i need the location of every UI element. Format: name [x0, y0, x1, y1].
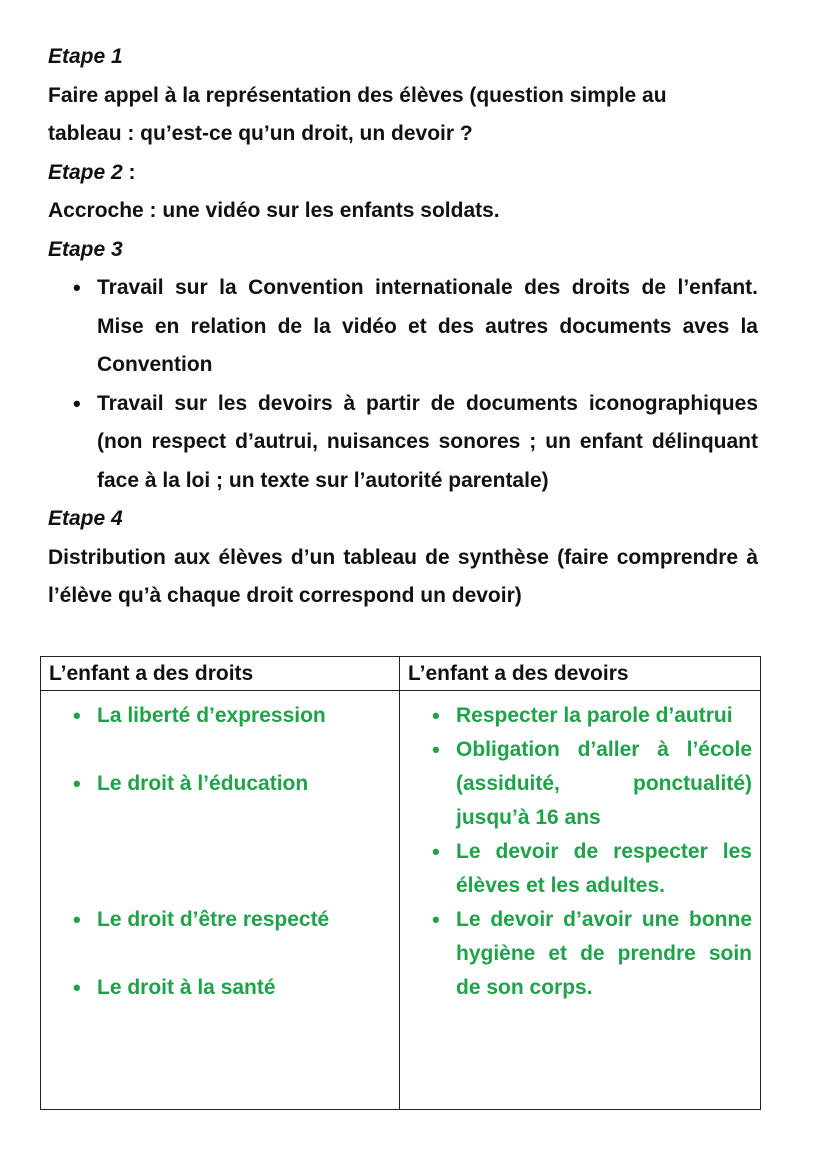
duties-cell — [400, 691, 761, 1110]
etape1-text-line1: Faire appel à la représentation des élèves (question simple au — [48, 83, 667, 107]
etape3-bullet-list — [48, 269, 758, 500]
duty-item: • Respecter la parole d’autrui — [400, 699, 752, 733]
etape4-text: Distribution aux élèves d’un tableau de synthèse (faire comprendre à l’élève qu’à chaque droit correspond un devoir) — [48, 545, 758, 607]
etape3-heading: Etape 3 — [48, 237, 123, 261]
table-body-row — [41, 691, 761, 1110]
right-item: • Le droit d’être respecté — [41, 903, 391, 971]
duty-item: • Le devoir d’avoir une bonne hygiène et de prendre soin de son corps. — [400, 903, 752, 1005]
etape2-colon: : — [122, 160, 136, 184]
etape1-heading: Etape 1 — [48, 45, 123, 68]
right-item: • Le droit à la santé — [41, 971, 391, 1107]
synthesis-table — [40, 656, 761, 1110]
right-item: • La liberté d’expression — [41, 699, 391, 767]
document-body — [48, 38, 758, 616]
duty-item: • Le devoir de respecter les élèves et les adultes. — [400, 835, 752, 903]
header-rights: L’enfant a des droits — [41, 657, 400, 691]
right-item: • Le droit à l’éducation — [41, 767, 391, 903]
etape4-heading: Etape 4 — [48, 507, 123, 530]
etape2-text: Accroche : une vidéo sur les enfants soldats. — [48, 199, 500, 222]
etape1-text-line2: tableau : qu’est-ce qu’un droit, un devoir ? — [48, 122, 473, 145]
etape3-bullet-item: • Travail sur les devoirs à partir de documents iconographiques (non respect d’autrui, nuisances sonores ; un enfant délinquant face à la loi ; un texte sur l’autorité parentale) — [97, 385, 758, 501]
etape2-label: Etape 2 — [48, 160, 123, 184]
etape2-heading — [48, 154, 758, 193]
etape3-bullet-item: • Travail sur la Convention internationale des droits de l’enfant. Mise en relation de la vidéo et des autres documents aves la Convention — [97, 269, 758, 385]
header-duties: L’enfant a des devoirs — [400, 657, 761, 691]
duty-item: • Obligation d’aller à l’école (assiduité, ponctualité) jusqu’à 16 ans — [400, 733, 752, 835]
rights-cell — [41, 691, 400, 1110]
table-header-row — [41, 657, 761, 691]
